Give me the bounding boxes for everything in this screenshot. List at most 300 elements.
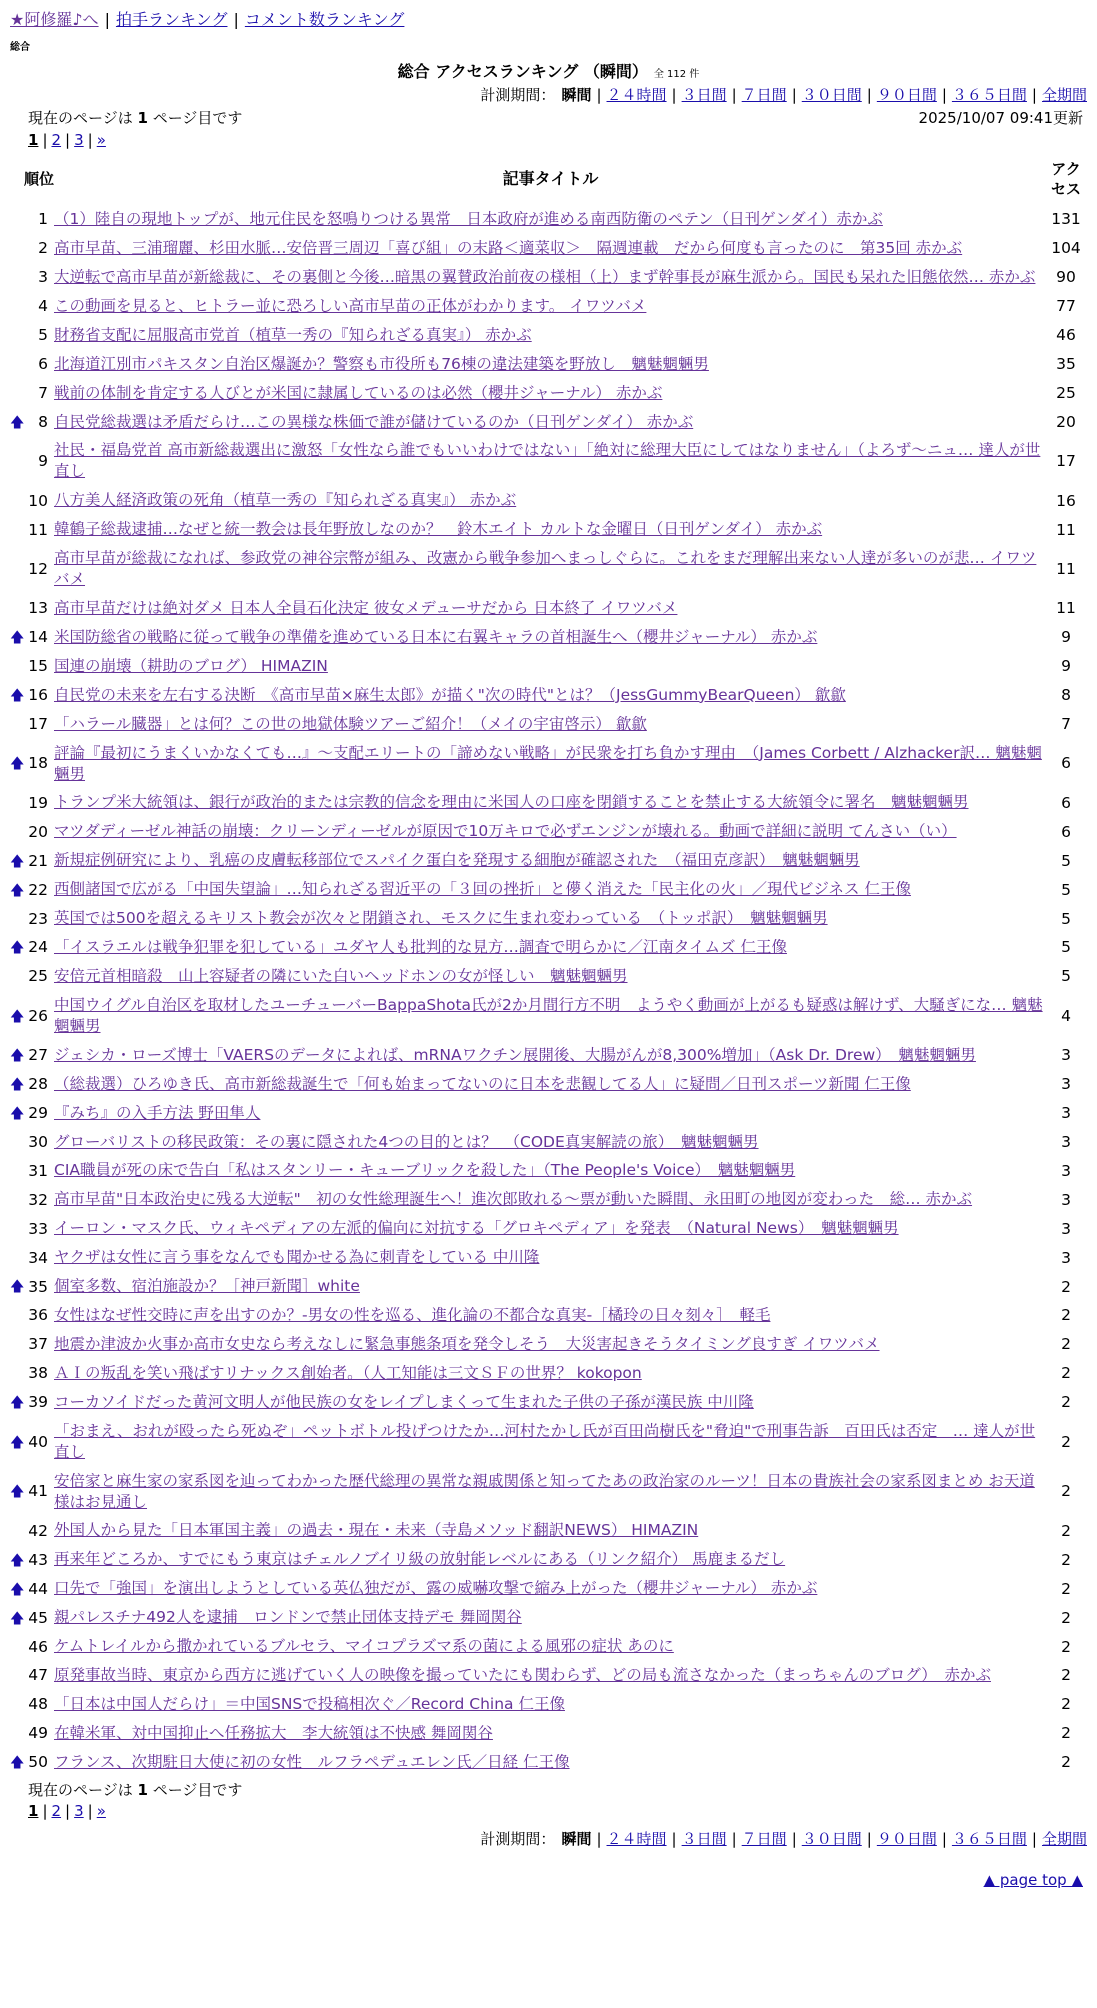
table-row bbox=[10, 1301, 1085, 1330]
table-row bbox=[10, 846, 1085, 875]
article-title-cell bbox=[54, 1603, 1047, 1632]
access-count: 5 bbox=[1061, 938, 1071, 957]
access-count: 2 bbox=[1061, 1521, 1071, 1540]
rank-number: 38 bbox=[28, 1364, 48, 1383]
rank-number: 31 bbox=[28, 1161, 48, 1180]
table-row bbox=[10, 1748, 1085, 1777]
article-title-cell bbox=[54, 1574, 1047, 1603]
article-title-link[interactable]: 自民党総裁選は矛盾だらけ…この異様な株価で誰が儲けているのか（日刊ゲンダイ） 赤かぶ bbox=[54, 412, 694, 431]
period-link-0[interactable]: ２４時間 bbox=[606, 85, 667, 104]
access-count: 4 bbox=[1061, 1006, 1071, 1025]
rank-number: 27 bbox=[28, 1046, 48, 1065]
article-title-cell bbox=[54, 1388, 1047, 1417]
table-row bbox=[10, 1070, 1085, 1099]
rank-up-arrow-icon: 🡅 bbox=[10, 414, 25, 431]
rank-number: 15 bbox=[28, 657, 48, 676]
article-title-link[interactable]: （総裁選）ひろゆき氏、高市新総裁誕生で「何も始まってないのに日本を悲観してる人」に疑問／日刊スポーツ新聞 仁王像 bbox=[54, 1074, 911, 1093]
article-title-link[interactable]: 評論『最初にうまくいかなくても…』〜支配エリートの「諦めない戦略」が民衆を打ち負かす理由 （James Corbett / Alzhacker訳… 魑魅魍魎男 bbox=[54, 743, 1042, 783]
article-title-link[interactable]: 原発事故当時、東京から西方に逃げていく人の映像を撮っていたにも関わらず、どの局も流さなかった（まっちゃんのブログ） 赤かぶ bbox=[54, 1666, 991, 1685]
article-title-link[interactable]: イーロン・マスク氏、ウィキペディアの左派的偏向に対抗する「グロキペディア」を発表 （Natural News） 魑魅魍魎男 bbox=[54, 1219, 899, 1238]
table-row bbox=[10, 1272, 1085, 1301]
article-title-cell bbox=[54, 544, 1047, 594]
page-link-3-bottom[interactable]: 3 bbox=[74, 1802, 84, 1821]
ranking-table bbox=[10, 154, 1085, 1777]
table-row bbox=[10, 933, 1085, 962]
article-title-cell bbox=[54, 1719, 1047, 1748]
rank-number: 13 bbox=[28, 599, 48, 618]
article-title-link[interactable]: 個室多数、宿泊施設か？［神戸新聞］white bbox=[54, 1277, 360, 1296]
table-row bbox=[10, 408, 1085, 437]
article-title-link[interactable]: 「イスラエルは戦争犯罪を犯している」ユダヤ人も批判的な見方…調査で明らかに／江南タイムズ 仁王像 bbox=[54, 938, 787, 957]
article-title-cell bbox=[54, 1099, 1047, 1128]
access-count: 20 bbox=[1056, 412, 1076, 431]
access-count: 3 bbox=[1061, 1103, 1071, 1122]
article-title-cell bbox=[54, 904, 1047, 933]
access-count: 5 bbox=[1061, 909, 1071, 928]
access-header: アクセス bbox=[1050, 160, 1081, 198]
access-count: 7 bbox=[1061, 715, 1071, 734]
article-title-link[interactable]: （1）陸自の現地トップが、地元住民を怒鳴りつける異常 日本政府が進める南西防衛のペテン（日刊ゲンダイ）赤かぶ bbox=[54, 210, 883, 229]
rank-number: 47 bbox=[28, 1666, 48, 1685]
table-row bbox=[10, 205, 1085, 234]
rank-number: 43 bbox=[28, 1550, 48, 1569]
rank-number: 26 bbox=[28, 1006, 48, 1025]
rank-number: 45 bbox=[28, 1608, 48, 1627]
article-title-link[interactable]: 「日本は中国人だらけ」＝中国SNSで投稿相次ぐ／Record China 仁王像 bbox=[54, 1694, 565, 1713]
page-top-link[interactable]: ▲ page top ▲ bbox=[983, 1871, 1083, 1890]
article-title-cell bbox=[54, 594, 1047, 623]
page-meta-bottom bbox=[10, 1781, 1087, 1801]
table-row bbox=[10, 1603, 1085, 1632]
period-link-2-bottom[interactable]: ７日間 bbox=[741, 1829, 787, 1848]
period-current: 瞬間 bbox=[561, 85, 592, 104]
article-title-link[interactable]: 新規症例研究により、乳癌の皮膚転移部位でスパイク蛋白を発現する細胞が確認された （福田克彦訳） 魑魅魍魎男 bbox=[54, 851, 860, 870]
rank-number: 2 bbox=[38, 239, 48, 258]
table-row bbox=[10, 379, 1085, 408]
article-title-link[interactable]: 在韓米軍、対中国抑止へ任務拡大 李大統領は不快感 舞岡関谷 bbox=[54, 1723, 493, 1742]
article-title-cell bbox=[54, 1041, 1047, 1070]
article-title-cell bbox=[54, 1272, 1047, 1301]
period-selector-bottom: 計測期間： 瞬間 | ２４時間 | ３日間 | ７日間 | ３０日間 | ９０日間 | ３６５日間 | 全期間 bbox=[480, 1829, 1087, 1848]
period-link-6-bottom[interactable]: 全期間 bbox=[1041, 1829, 1087, 1848]
rank-number: 28 bbox=[28, 1075, 48, 1094]
access-count: 2 bbox=[1061, 1364, 1071, 1383]
table-row bbox=[10, 515, 1085, 544]
table-row bbox=[10, 263, 1085, 292]
period-label-bottom: 計測期間： bbox=[480, 1829, 556, 1848]
article-title-cell bbox=[54, 681, 1047, 710]
article-title-link[interactable]: 地震か津波か火事か高市女史なら考えなしに緊急事態条項を発令しそう 大災害起きそうタイミング良すぎ イワツバメ bbox=[54, 1334, 880, 1353]
period-link-5-bottom[interactable]: ３６５日間 bbox=[951, 1829, 1027, 1848]
article-title-link[interactable]: 女性はなぜ性交時に声を出すのか？-男女の性を巡る、進化論の不都合な真実-［橘玲の日々刻々］ 軽毛 bbox=[54, 1306, 771, 1325]
table-row bbox=[10, 1243, 1085, 1272]
access-count: 3 bbox=[1061, 1161, 1071, 1180]
rank-number: 11 bbox=[28, 520, 48, 539]
rank-up-arrow-icon: 🡅 bbox=[10, 1581, 25, 1598]
current-page-text-bottom: 現在のページは 1 ページ目です bbox=[28, 1780, 243, 1799]
access-count: 2 bbox=[1061, 1608, 1071, 1627]
article-title-link[interactable]: 高市早苗、三浦瑠麗、杉田水脈…安倍晋三周辺「喜び組」の末路＜適菜収＞ 隔週連載 だから何度も言ったのに 第35回 赤かぶ bbox=[54, 239, 963, 258]
rank-up-arrow-icon: 🡅 bbox=[10, 1048, 25, 1065]
page-meta bbox=[10, 109, 1087, 129]
article-title-link[interactable]: この動画を見ると、ヒトラー並に恐ろしい高市早苗の正体がわかります。 イワツバメ bbox=[54, 296, 647, 315]
access-count: 35 bbox=[1056, 355, 1076, 374]
table-row bbox=[10, 681, 1085, 710]
access-count: 3 bbox=[1061, 1248, 1071, 1267]
article-title-cell bbox=[54, 1632, 1047, 1661]
rank-up-arrow-icon: 🡅 bbox=[10, 1552, 25, 1569]
rank-number: 48 bbox=[28, 1695, 48, 1714]
access-count: 3 bbox=[1061, 1075, 1071, 1094]
page-next-bottom[interactable]: » bbox=[96, 1802, 106, 1821]
rank-number: 36 bbox=[28, 1306, 48, 1325]
article-title-cell bbox=[54, 1243, 1047, 1272]
rank-number: 39 bbox=[28, 1393, 48, 1412]
page-current[interactable]: 1 bbox=[28, 130, 39, 149]
article-title-link[interactable]: 財務省支配に屈服高市党首（植草一秀の『知られざる真実』） 赤かぶ bbox=[54, 325, 532, 344]
article-title-link[interactable]: 戦前の体制を肯定する人びとが米国に隷属しているのは必然（櫻井ジャーナル） 赤かぶ bbox=[54, 383, 663, 402]
table-row bbox=[10, 1359, 1085, 1388]
access-count: 2 bbox=[1061, 1482, 1071, 1501]
home-link[interactable]: ★阿修羅♪へ bbox=[10, 10, 99, 29]
period-label: 計測期間： bbox=[480, 85, 556, 104]
period-link-1[interactable]: ３日間 bbox=[681, 85, 727, 104]
article-title-link[interactable]: 英国では500を超えるキリスト教会が次々と閉鎖され、モスクに生まれ変わっている （トッポ訳） 魑魅魍魎男 bbox=[54, 909, 828, 928]
article-title-cell bbox=[54, 1214, 1047, 1243]
article-title-cell bbox=[54, 1301, 1047, 1330]
article-title-cell bbox=[54, 1359, 1047, 1388]
period-link-1-bottom[interactable]: ３日間 bbox=[681, 1829, 727, 1848]
page-current-bottom[interactable]: 1 bbox=[28, 1802, 39, 1821]
access-count: 6 bbox=[1061, 793, 1071, 812]
access-count: 25 bbox=[1056, 384, 1076, 403]
category-label: 総合 bbox=[10, 41, 30, 53]
table-row bbox=[10, 623, 1085, 652]
access-count: 2 bbox=[1061, 1666, 1071, 1685]
table-row bbox=[10, 1417, 1085, 1467]
clap-ranking-link[interactable]: 拍手ランキング bbox=[115, 10, 228, 29]
rank-up-arrow-icon: 🡅 bbox=[10, 1105, 25, 1122]
access-count: 2 bbox=[1061, 1637, 1071, 1656]
rank-number: 18 bbox=[28, 754, 48, 773]
table-row bbox=[10, 486, 1085, 515]
article-title-cell bbox=[54, 1070, 1047, 1099]
article-title-link[interactable]: ＡＩの叛乱を笑い飛ばすリナックス創始者。（人工知能は三文ＳＦの世界？ kokopon bbox=[54, 1363, 642, 1382]
access-count: 77 bbox=[1056, 297, 1076, 316]
access-count: 3 bbox=[1061, 1190, 1071, 1209]
article-title-link[interactable]: 外国人から見た「日本軍国主義」の過去・現在・未来（寺島メソッド翻訳NEWS） HIMAZIN bbox=[54, 1521, 699, 1540]
access-count: 9 bbox=[1061, 628, 1071, 647]
article-title-link[interactable]: 八方美人経済政策の死角（植草一秀の『知られざる真実』） 赤かぶ bbox=[54, 491, 517, 510]
article-title-cell bbox=[54, 788, 1047, 817]
rank-number: 35 bbox=[28, 1277, 48, 1296]
table-row bbox=[10, 788, 1085, 817]
comment-ranking-link[interactable]: コメント数ランキング bbox=[244, 10, 405, 29]
period-link-2[interactable]: ７日間 bbox=[741, 85, 787, 104]
article-title-link[interactable]: 安倍元首相暗殺 山上容疑者の隣にいた白いヘッドホンの女が怪しい 魑魅魍魎男 bbox=[54, 966, 628, 985]
article-title-link[interactable]: 親パレスチナ492人を逮捕 ロンドンで禁止団体支持デモ 舞岡関谷 bbox=[54, 1608, 522, 1627]
article-title-cell bbox=[54, 1185, 1047, 1214]
table-row bbox=[10, 1545, 1085, 1574]
table-header bbox=[10, 154, 1085, 205]
article-title-cell bbox=[54, 875, 1047, 904]
article-title-link[interactable]: ヤクザは女性に言う事をなんでも聞かせる為に刺青をしている 中川隆 bbox=[54, 1248, 540, 1267]
article-title-link[interactable]: コーカソイドだった黄河文明人が他民族の女をレイプしまくって生まれた子供の子孫が漢民族 中川隆 bbox=[54, 1392, 754, 1411]
article-title-cell bbox=[54, 991, 1047, 1041]
rank-up-arrow-icon: 🡅 bbox=[10, 1484, 25, 1501]
table-row bbox=[10, 817, 1085, 846]
rank-number: 12 bbox=[28, 560, 48, 578]
article-title-link[interactable]: 高市早苗だけは絶対ダメ 日本人全員石化決定 彼女メデューサだから 日本終了 イワツバメ bbox=[54, 599, 678, 617]
current-page-text: 現在のページは 1 ページ目です bbox=[28, 109, 243, 128]
access-count: 11 bbox=[1056, 599, 1076, 618]
rank-up-arrow-icon: 🡅 bbox=[10, 1395, 25, 1412]
article-title-link[interactable]: 社民・福島党首 高市新総裁選出に激怒「女性なら誰でもいいわけではない」「絶対に総理大臣にしてはなりません」（よろず〜ニュ… 達人が世直し bbox=[54, 441, 1041, 481]
table-row bbox=[10, 1574, 1085, 1603]
article-title-cell bbox=[54, 1417, 1047, 1467]
article-title-cell bbox=[54, 205, 1047, 234]
article-title-link[interactable]: 『みち』の入手方法 野田隼人 bbox=[54, 1103, 261, 1122]
rank-number: 19 bbox=[28, 793, 48, 812]
item-count: 全 112 件 bbox=[653, 68, 700, 80]
pagination-bottom: 1 | 2 | 3 | » bbox=[28, 1802, 106, 1821]
rank-number: 49 bbox=[28, 1724, 48, 1743]
table-row bbox=[10, 1719, 1085, 1748]
table-row bbox=[10, 962, 1085, 991]
article-title-link[interactable]: 高市早苗が総裁になれば、参政党の神谷宗幣が組み、改憲から戦争参加へまっしぐらに。これをまだ理解出来ない人達が多いのが悲… イワツバメ bbox=[54, 549, 1037, 589]
rank-number: 41 bbox=[28, 1482, 48, 1501]
rank-number: 5 bbox=[38, 326, 48, 345]
rank-up-arrow-icon: 🡅 bbox=[10, 1279, 25, 1296]
title-header: 記事タイトル bbox=[502, 169, 599, 189]
period-link-0-bottom[interactable]: ２４時間 bbox=[606, 1829, 667, 1848]
rank-number: 34 bbox=[28, 1248, 48, 1267]
period-link-4-bottom[interactable]: ９０日間 bbox=[876, 1829, 937, 1848]
table-row bbox=[10, 1041, 1085, 1070]
rank-up-arrow-icon: 🡅 bbox=[10, 630, 25, 647]
article-title-link[interactable]: CIA職員が死の床で告白「私はスタンリー・キューブリックを殺した」（The People's Voice） 魑魅魍魎男 bbox=[54, 1161, 796, 1180]
rank-number: 10 bbox=[28, 491, 48, 510]
rank-number: 3 bbox=[38, 268, 48, 287]
rank-up-arrow-icon: 🡅 bbox=[10, 1008, 25, 1025]
article-title-link[interactable]: マツダディーゼル神話の崩壊：クリーンディーゼルが原因で10万キロで必ずエンジンが壊れる。動画で詳細に説明 てんさい（い） bbox=[54, 822, 957, 841]
article-title-cell bbox=[54, 486, 1047, 515]
rank-number: 40 bbox=[28, 1432, 48, 1451]
article-title-cell bbox=[54, 408, 1047, 437]
access-count: 9 bbox=[1061, 657, 1071, 676]
rank-number: 22 bbox=[28, 880, 48, 899]
article-title-link[interactable]: 再来年どころか、すでにもう東京はチェルノブイリ級の放射能レベルにある（リンク紹介） 馬鹿まるだし bbox=[54, 1550, 786, 1569]
article-title-cell bbox=[54, 1156, 1047, 1185]
article-title-cell bbox=[54, 962, 1047, 991]
pagination: 1 | 2 | 3 | » bbox=[28, 130, 106, 149]
access-count: 6 bbox=[1061, 754, 1071, 773]
page-next[interactable]: » bbox=[96, 130, 106, 149]
rank-number: 42 bbox=[28, 1521, 48, 1540]
rank-up-arrow-icon: 🡅 bbox=[10, 1610, 25, 1627]
rank-number: 9 bbox=[38, 452, 48, 471]
table-row bbox=[10, 1099, 1085, 1128]
rank-up-arrow-icon: 🡅 bbox=[10, 940, 25, 957]
article-title-link[interactable]: ジェシカ・ローズ博士「VAERSのデータによれば、mRNAワクチン展開後、大腸がんが8,300%増加」（Ask Dr. Drew） 魑魅魍魎男 bbox=[54, 1045, 976, 1064]
rank-number: 20 bbox=[28, 822, 48, 841]
table-row bbox=[10, 292, 1085, 321]
top-navigation: ★阿修羅♪へ | 拍手ランキング | コメント数ランキング bbox=[10, 10, 405, 29]
table-row bbox=[10, 544, 1085, 594]
rank-number: 44 bbox=[28, 1579, 48, 1598]
table-row bbox=[10, 991, 1085, 1041]
ranking-title: 総合 アクセスランキング （瞬間） bbox=[397, 61, 648, 81]
access-count: 5 bbox=[1061, 880, 1071, 899]
article-title-link[interactable]: 大逆転で高市早苗が新総裁に、その裏側と今後…暗黒の翼賛政治前夜の様相（上）まず幹事長が麻生派から。国民も呆れた旧態依然… 赤かぶ bbox=[54, 267, 1036, 286]
period-link-3-bottom[interactable]: ３０日間 bbox=[801, 1829, 862, 1848]
rank-number: 29 bbox=[28, 1103, 48, 1122]
rank-up-arrow-icon: 🡅 bbox=[10, 882, 25, 899]
rank-number: 23 bbox=[28, 909, 48, 928]
article-title-cell bbox=[54, 739, 1047, 789]
table-row bbox=[10, 904, 1085, 933]
article-title-cell bbox=[54, 1690, 1047, 1719]
table-row bbox=[10, 594, 1085, 623]
rank-number: 7 bbox=[38, 384, 48, 403]
rank-number: 4 bbox=[38, 297, 48, 316]
table-row bbox=[10, 1214, 1085, 1243]
rank-number: 1 bbox=[38, 210, 48, 229]
rank-number: 50 bbox=[28, 1753, 48, 1772]
article-title-cell bbox=[54, 350, 1047, 379]
table-row bbox=[10, 321, 1085, 350]
article-title-link[interactable]: 「おまえ、おれが殴ったら死ぬぞ」ペットボトル投げつけたか…河村たかし氏が百田尚樹氏を"脅迫"で刑事告訴 百田氏は否定 … 達人が世直し bbox=[54, 1421, 1036, 1461]
rank-number: 6 bbox=[38, 355, 48, 374]
article-title-link[interactable]: 高市早苗"日本政治史に残る大逆転" 初の女性総理誕生へ！進次郎敗れる〜票が動いた瞬間、永田町の地図が変わった 総… 赤かぶ bbox=[54, 1190, 973, 1209]
article-title-cell bbox=[54, 1330, 1047, 1359]
article-title-link[interactable]: 口先で「強国」を演出しようとしている英仏独だが、露の威嚇攻撃で縮み上がった（櫻井ジャーナル） 赤かぶ bbox=[54, 1579, 818, 1598]
article-title-link[interactable]: 国連の崩壊（耕助のブログ） HIMAZIN bbox=[54, 656, 328, 675]
article-title-link[interactable]: 韓鶴子総裁逮捕…なぜと統一教会は長年野放しなのか？ 鈴木エイト カルトな金曜日（日刊ゲンダイ） 赤かぶ bbox=[54, 520, 823, 539]
page-link-3[interactable]: 3 bbox=[74, 130, 84, 149]
updated-time: 2025/10/07 09:41更新 bbox=[918, 109, 1083, 128]
article-title-cell bbox=[54, 623, 1047, 652]
table-row bbox=[10, 1661, 1085, 1690]
article-title-link[interactable]: フランス、次期駐日大使に初の女性 ルフラペデュエレン氏／日経 仁王像 bbox=[54, 1752, 570, 1771]
rank-up-arrow-icon: 🡅 bbox=[10, 756, 25, 773]
access-count: 2 bbox=[1061, 1579, 1071, 1598]
rank-number: 32 bbox=[28, 1190, 48, 1209]
article-title-cell bbox=[54, 817, 1047, 846]
article-title-cell bbox=[54, 234, 1047, 263]
table-row bbox=[10, 652, 1085, 681]
access-count: 2 bbox=[1061, 1306, 1071, 1325]
access-count: 11 bbox=[1056, 520, 1076, 539]
access-count: 2 bbox=[1061, 1393, 1071, 1412]
article-title-link[interactable]: 北海道江別市パキスタン自治区爆誕か？警察も市役所も76棟の違法建築を野放し 魑魅魍魎男 bbox=[54, 354, 709, 373]
table-row bbox=[10, 1185, 1085, 1214]
rank-number: 17 bbox=[28, 715, 48, 734]
access-count: 17 bbox=[1056, 452, 1076, 471]
access-count: 6 bbox=[1061, 822, 1071, 841]
page-link-2-bottom[interactable]: 2 bbox=[51, 1802, 62, 1821]
article-title-link[interactable]: 米国防総省の戦略に従って戦争の準備を進めている日本に右翼キャラの首相誕生へ（櫻井ジャーナル） 赤かぶ bbox=[54, 627, 818, 646]
article-title-cell bbox=[54, 652, 1047, 681]
table-row bbox=[10, 1330, 1085, 1359]
article-title-cell bbox=[54, 710, 1047, 739]
period-link-5[interactable]: ３６５日間 bbox=[951, 85, 1027, 104]
article-title-link[interactable]: 西側諸国で広がる「中国失望論」…知られざる習近平の「３回の挫折」と儚く消えた「民主化の火」／現代ビジネス 仁王像 bbox=[54, 880, 911, 899]
table-row bbox=[10, 1632, 1085, 1661]
article-title-link[interactable]: 「ハラール臓器」とは何？この世の地獄体験ツアーご紹介！（メイの宇宙啓示） 歙歙 bbox=[54, 714, 647, 733]
table-row bbox=[10, 1516, 1085, 1545]
table-row bbox=[10, 350, 1085, 379]
table-row bbox=[10, 234, 1085, 263]
table-row bbox=[10, 436, 1085, 486]
period-link-4[interactable]: ９０日間 bbox=[876, 85, 937, 104]
access-count: 3 bbox=[1061, 1219, 1071, 1238]
article-title-link[interactable]: 自民党の未来を左右する決断 《高市早苗×麻生太郎》が描く"次の時代"とは？（JessGummyBearQueen） 歙歙 bbox=[54, 685, 846, 704]
article-title-link[interactable]: 中国ウイグル自治区を取材したユーチューバーBappaShota氏が2か月間行方不明 ようやく動画が上がるも疑惑は解けず、大騒ぎにな… 魑魅魍魎男 bbox=[54, 995, 1043, 1035]
article-title-link[interactable]: グローバリストの移民政策：その裏に隠された4つの目的とは？ （CODE真実解読の旅） 魑魅魍魎男 bbox=[54, 1132, 759, 1151]
access-count: 2 bbox=[1061, 1724, 1071, 1743]
rank-number: 16 bbox=[28, 686, 48, 705]
table-row bbox=[10, 1467, 1085, 1517]
article-title-cell bbox=[54, 292, 1047, 321]
page-link-2[interactable]: 2 bbox=[51, 130, 62, 149]
access-count: 2 bbox=[1061, 1432, 1071, 1451]
rank-up-arrow-icon: 🡅 bbox=[10, 1755, 25, 1772]
article-title-cell bbox=[54, 263, 1047, 292]
table-row bbox=[10, 710, 1085, 739]
period-link-6[interactable]: 全期間 bbox=[1041, 85, 1087, 104]
access-count: 2 bbox=[1061, 1753, 1071, 1772]
table-row bbox=[10, 1128, 1085, 1157]
article-title-link[interactable]: 安倍家と麻生家の家系図を辿ってわかった歴代総理の異常な親戚関係と知ってたあの政治家のルーツ！日本の貴族社会の家系図まとめ お天道様はお見通し bbox=[54, 1471, 1035, 1511]
rank-number: 21 bbox=[28, 851, 48, 870]
rank-number: 33 bbox=[28, 1219, 48, 1238]
rank-number: 14 bbox=[28, 628, 48, 647]
article-title-link[interactable]: ケムトレイルから撒かれているブルセラ、マイコプラズマ系の菌による風邪の症状 あのに bbox=[54, 1637, 674, 1656]
rank-header: 順位 bbox=[24, 169, 55, 188]
access-count: 3 bbox=[1061, 1046, 1071, 1065]
period-current-bottom: 瞬間 bbox=[561, 1829, 592, 1848]
rank-number: 24 bbox=[28, 938, 48, 957]
access-count: 90 bbox=[1056, 268, 1076, 287]
article-title-link[interactable]: トランプ米大統領は、銀行が政治的または宗教的信念を理由に米国人の口座を閉鎖することを禁止する大統領令に署名 魑魅魍魎男 bbox=[54, 793, 969, 812]
access-count: 16 bbox=[1056, 491, 1076, 510]
rank-up-arrow-icon: 🡅 bbox=[10, 688, 25, 705]
period-selector: 計測期間： 瞬間 | ２４時間 | ３日間 | ７日間 | ３０日間 | ９０日間 | ３６５日間 | 全期間 bbox=[480, 85, 1087, 104]
access-count: 104 bbox=[1051, 239, 1081, 258]
access-count: 2 bbox=[1061, 1695, 1071, 1714]
article-title-cell bbox=[54, 1467, 1047, 1517]
access-count: 5 bbox=[1061, 967, 1071, 986]
article-title-cell bbox=[54, 1748, 1047, 1777]
access-count: 2 bbox=[1061, 1550, 1071, 1569]
rank-number: 30 bbox=[28, 1132, 48, 1151]
page-title bbox=[10, 62, 1087, 83]
page-top bbox=[10, 1871, 1087, 1891]
table-row bbox=[10, 1156, 1085, 1185]
article-title-cell bbox=[54, 321, 1047, 350]
access-count: 8 bbox=[1061, 686, 1071, 705]
access-count: 5 bbox=[1061, 851, 1071, 870]
article-title-cell bbox=[54, 1516, 1047, 1545]
access-count: 3 bbox=[1061, 1132, 1071, 1151]
table-row bbox=[10, 1690, 1085, 1719]
rank-up-arrow-icon: 🡅 bbox=[10, 1434, 25, 1451]
period-link-3[interactable]: ３０日間 bbox=[801, 85, 862, 104]
article-title-cell bbox=[54, 933, 1047, 962]
article-title-cell bbox=[54, 515, 1047, 544]
access-count: 2 bbox=[1061, 1277, 1071, 1296]
